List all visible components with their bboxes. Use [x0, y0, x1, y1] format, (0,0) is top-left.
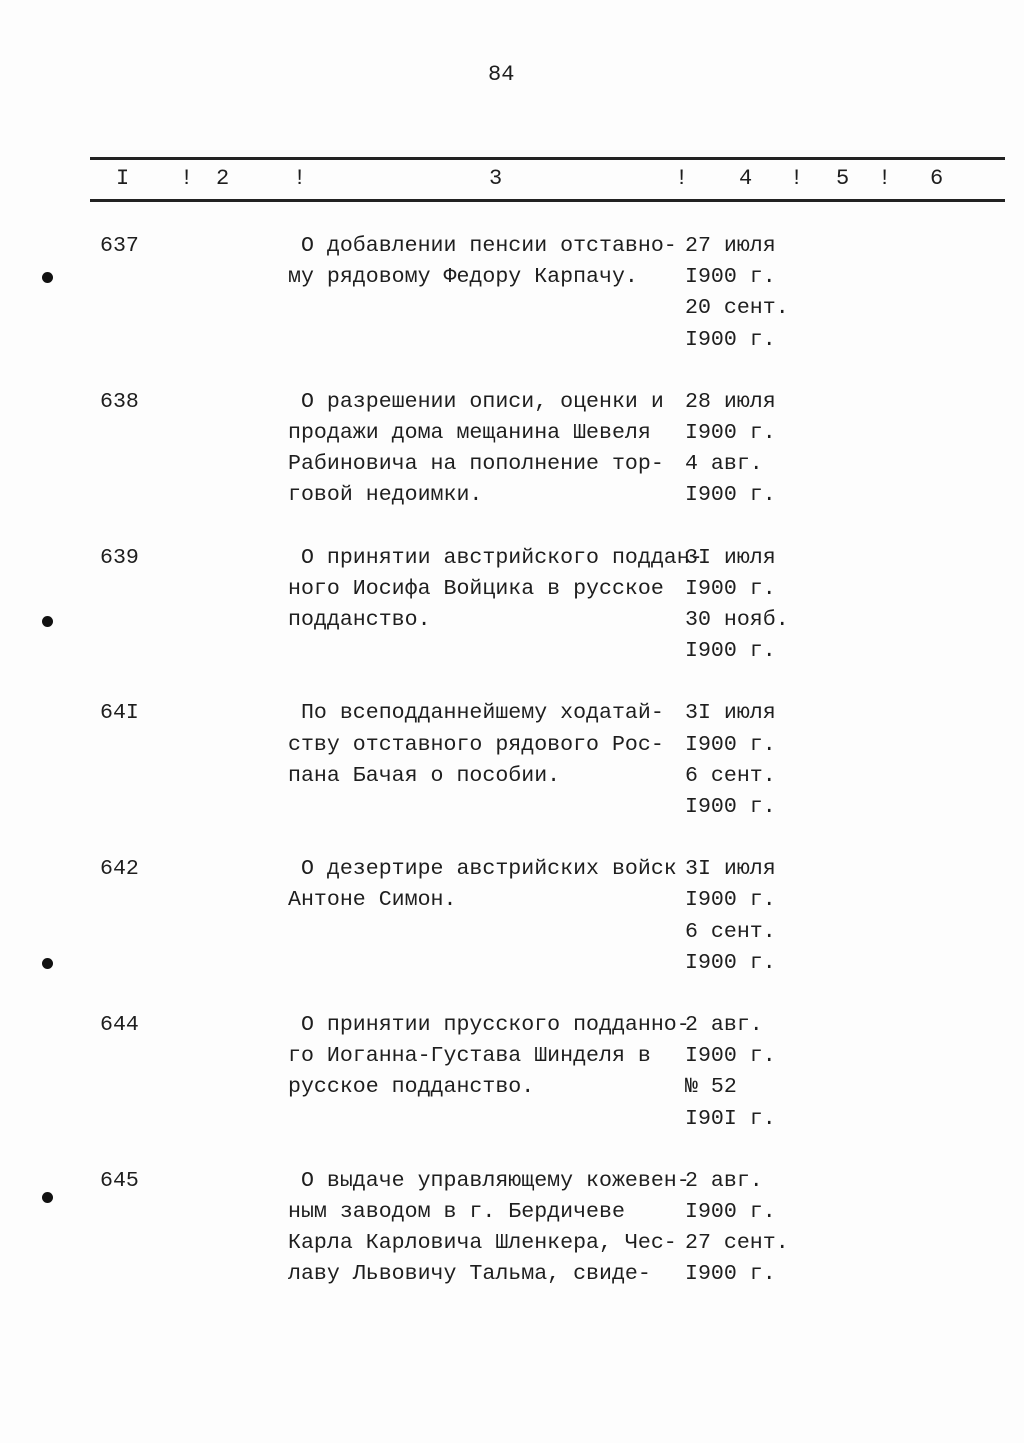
entry-dates: [685, 1010, 776, 1135]
description-line: О добавлении пенсии отставно-: [288, 234, 677, 258]
date-line: 3I июля: [685, 857, 776, 882]
description-line: продажи дома мещанина Шевеля: [288, 420, 651, 445]
description-line: лаву Львовичу Тальма, свиде-: [288, 1262, 651, 1287]
entry-description: [288, 698, 664, 792]
header-col-3: 3: [489, 166, 503, 191]
date-line: I900 г.: [685, 1262, 776, 1287]
header-col-6: 6: [930, 166, 944, 191]
description-line: Антоне Симон.: [288, 888, 457, 913]
date-line: 6 сент.: [685, 919, 776, 944]
entry-number: 642: [100, 857, 139, 882]
entry-dates: [685, 387, 776, 512]
description-line: му рядовому Федору Карпачу.: [288, 265, 638, 290]
punch-hole-mark: [42, 958, 53, 969]
date-line: I900 г.: [685, 420, 776, 445]
description-line: По всеподданнейшему ходатай-: [288, 701, 664, 726]
date-line: 2 авг.: [685, 1013, 763, 1037]
date-line: 6 сент.: [685, 763, 776, 788]
date-line: I900 г.: [685, 576, 776, 601]
description-line: русское подданство.: [288, 1075, 535, 1100]
description-line: говой недоимки.: [288, 483, 483, 508]
entry-description: [288, 854, 677, 916]
header-col-4: 4: [739, 166, 753, 191]
description-line: пана Бачая о пособии.: [288, 763, 561, 788]
header-separator: !: [790, 166, 804, 191]
date-line: 20 сент.: [685, 296, 789, 321]
entry-dates: [685, 1166, 789, 1291]
table-row: [0, 231, 1024, 387]
description-line: О выдаче управляющему кожевен-: [288, 1168, 690, 1193]
entry-dates: [685, 698, 776, 823]
date-line: 3I июля: [685, 701, 776, 726]
entry-description: [288, 543, 703, 637]
table-row: [0, 698, 1024, 854]
date-line: I900 г.: [685, 327, 776, 352]
table-row: [0, 387, 1024, 543]
description-line: О принятии австрийского поддан-: [288, 545, 703, 570]
description-line: О разрешении описи, оценки и: [288, 389, 664, 414]
entry-number: 64I: [100, 701, 139, 726]
header-col-1: I: [116, 166, 130, 191]
page-number: 84: [488, 62, 515, 87]
date-line: 3I июля: [685, 545, 776, 570]
date-line: I900 г.: [685, 794, 776, 819]
entry-description: [288, 1166, 690, 1291]
date-line: 4 авг.: [685, 452, 763, 477]
date-line: 30 нояб.: [685, 607, 789, 632]
entry-description: [288, 231, 677, 293]
header-col-2: 2: [216, 166, 230, 191]
entry-description: [288, 1010, 690, 1104]
date-line: № 52: [685, 1075, 737, 1100]
entry-number: 644: [100, 1013, 139, 1037]
date-line: I900 г.: [685, 1199, 776, 1224]
header-separator: !: [180, 166, 194, 191]
table-header-bottom-rule: [90, 199, 1005, 202]
description-line: ным заводом в г. Бердичеве: [288, 1199, 625, 1224]
punch-hole-mark: [42, 1192, 53, 1203]
description-line: ству отставного рядового Рос-: [288, 732, 664, 757]
entry-number: 638: [100, 389, 139, 414]
date-line: I900 г.: [685, 265, 776, 290]
date-line: 27 сент.: [685, 1231, 789, 1256]
date-line: 2 авг.: [685, 1168, 763, 1193]
punch-hole-mark: [42, 272, 53, 283]
date-line: I900 г.: [685, 483, 776, 508]
header-separator: !: [878, 166, 892, 191]
date-line: 27 июля: [685, 234, 776, 258]
description-line: ного Иосифа Войцика в русское: [288, 576, 664, 601]
table-row: [0, 1010, 1024, 1166]
header-separator: !: [293, 166, 307, 191]
description-line: Карла Карловича Шленкера, Чес-: [288, 1231, 677, 1256]
punch-hole-mark: [42, 616, 53, 627]
entry-dates: [685, 543, 789, 668]
entry-number: 637: [100, 234, 139, 258]
description-line: подданство.: [288, 607, 431, 632]
date-line: I900 г.: [685, 888, 776, 913]
table-row: [0, 543, 1024, 699]
date-line: I900 г.: [685, 732, 776, 757]
description-line: Рабиновича на пополнение тор-: [288, 452, 664, 477]
header-col-5: 5: [836, 166, 850, 191]
date-line: 28 июля: [685, 389, 776, 414]
table-row: [0, 854, 1024, 1010]
entry-dates: [685, 231, 789, 356]
date-line: I90I г.: [685, 1106, 776, 1131]
entry-number: 639: [100, 545, 139, 570]
date-line: I900 г.: [685, 950, 776, 975]
description-line: О принятии прусского подданно-: [288, 1013, 690, 1037]
table-row: [0, 1166, 1024, 1322]
entry-description: [288, 387, 664, 512]
description-line: го Иоганна-Густава Шинделя в: [288, 1044, 651, 1069]
header-separator: !: [675, 166, 689, 191]
date-line: I900 г.: [685, 639, 776, 664]
date-line: I900 г.: [685, 1044, 776, 1069]
entry-number: 645: [100, 1168, 139, 1193]
table-top-rule: [90, 157, 1005, 160]
entry-dates: [685, 854, 776, 979]
description-line: О дезертире австрийских войск: [288, 857, 677, 882]
